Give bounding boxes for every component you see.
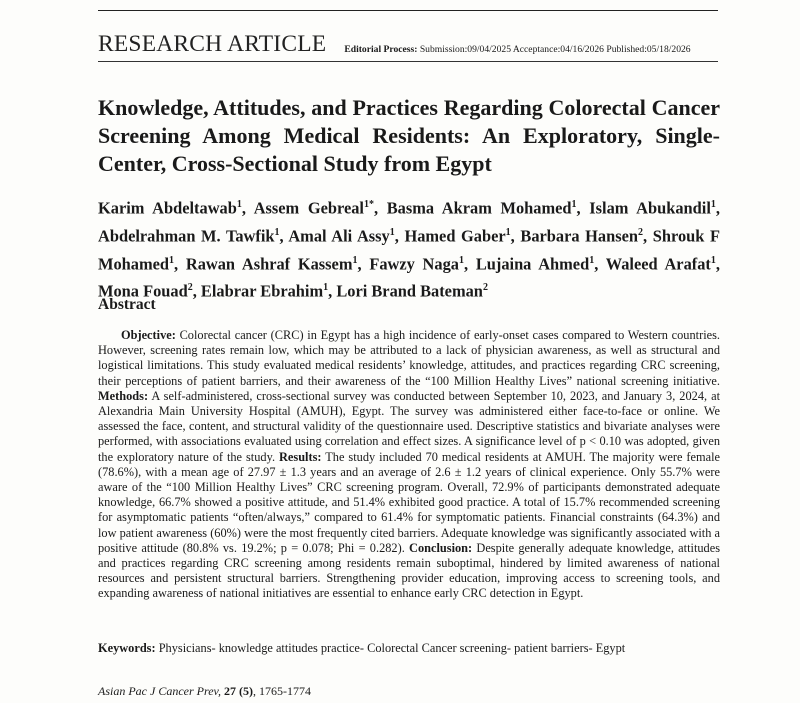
citation-footer	[98, 684, 311, 699]
author-name: Basma Akram Mohamed	[386, 198, 572, 218]
abstract-heading: Abstract	[98, 296, 156, 313]
abstract-body	[98, 328, 720, 602]
author-name: Hamed Gaber	[404, 226, 506, 246]
author-affiliation: 1	[389, 226, 395, 238]
author-name: Mona Fouad	[98, 281, 188, 301]
author-name: Lujaina Ahmed	[475, 254, 590, 273]
keywords-label: Keywords:	[98, 641, 156, 655]
author-name: Elabrar Ebrahim	[200, 281, 324, 301]
results-text: The study included 70 medical residents at AMUH. The majority were female (78.6%), with a mean age of 27.97 ± 1.3 years and an average of 2.6 ± 1.2 years of clinical experience. Only 55.7% were aware of the “100 Million Healthy Lives” CRC screening program. Overall, 72.9% of participants demonstrated adequate knowledge, 66.7% showed a positive attitude, and 51.4% exhibited good practice. A total of 15.7% recommended screening for asymptomatic patients “often/always,” compared to 61.4% for symptomatic patients. Financial constraints (64.3%) and low patient awareness (60%) were the most frequently cited barriers. Adequate knowledge was significantly associated with a positive attitude (80.8% vs. 19.2%; p = 0.078; Phi = 0.282).	[98, 449, 720, 555]
author-name: Waleed Arafat	[605, 254, 711, 273]
author-affiliation: 1	[352, 254, 358, 266]
author-affiliation: 1	[323, 282, 329, 294]
author-name: Islam Abukandil	[589, 198, 711, 218]
author-affiliation: 1	[571, 199, 577, 210]
pages: , 1765-1774	[252, 684, 311, 698]
author-name: Abdelrahman M. Tawfik	[98, 226, 275, 246]
editorial-dates: Submission:09/04/2025 Acceptance:04/16/2026 Published:05/18/2026	[419, 43, 691, 55]
header-rule	[98, 61, 718, 62]
issue: (5)	[238, 684, 253, 698]
author-name: Amal Ali Assy	[288, 226, 390, 246]
editorial-label: Editorial Process:	[344, 43, 418, 55]
author-affiliation: 1	[236, 199, 242, 210]
keywords-text: Physicians- knowledge attitudes practice- Colorectal Cancer screening- patient barriers- Egypt	[155, 641, 626, 655]
article-type: RESEARCH ARTICLE	[98, 31, 327, 57]
author-name: Shrouk F Mohamed	[98, 226, 720, 273]
results-label: Results:	[279, 449, 322, 464]
objective-text: Colorectal cancer (CRC) in Egypt has a high incidence of early-onset cases compared to Western countries. However, screening rates remain low, which may be attributed to a lack of physician awareness, as well as structural and logistical limitations. This study evaluated medical residents’ knowledge, attitudes, and practices regarding CRC screening, their perceptions of patient barriers, and their awareness of the “100 Million Healthy Lives” national screening initiative.	[98, 328, 720, 388]
author-affiliation: 2	[482, 282, 488, 294]
top-rule	[98, 10, 718, 11]
author-name: Lori Brand Bateman	[336, 281, 483, 301]
author-affiliation: 1	[458, 254, 464, 266]
conclusion-label: Conclusion:	[409, 540, 473, 555]
author-affiliation: 1	[274, 226, 280, 238]
author-name: Rawan Ashraf Kassem	[185, 254, 353, 273]
author-affiliation: 2	[638, 226, 644, 238]
author-name: Karim Abdeltawab	[98, 198, 237, 218]
author-name: Fawzy Naga	[369, 254, 459, 273]
article-header	[98, 33, 718, 57]
author-name: Assem Gebreal	[253, 198, 364, 218]
author-list: Karim Abdeltawab$^1$, Assem Gebreal$^{1*}$, Basma Akram Mohamed$^1$, Islam Abukandil$^1$, Abdelrahman M. Tawfik$^1$, Amal Ali Assy$^1$, Hamed Gaber$^1$, Barbara Hansen$^2$, Shrouk F Mohamed$^1$, Rawan Ashraf Kassem$^1$, Fawzy Naga$^1$, Lujaina Ahmed$^1$, Waleed Arafat$^1$, Mona Fouad$^2$, Elabrar Ebrahim$^1$, Lori Brand Bateman$^2$	[98, 198, 720, 301]
author-affiliation: 1	[589, 254, 595, 266]
objective-label: Objective:	[121, 328, 176, 342]
methods-text: A self-administered, cross-sectional survey was conducted between September 10, 2023, and January 3, 2024, at Alexandria Main University Hospital (AMUH), Egypt. The survey was administered either face-to-face or online. We assessed the face, content, and structural validity of the questionnaire used. Descriptive statistics and bivariate analyses were performed, with associations evaluated using correlation and effect sizes. A significance level of p < 0.10 was adopted, given the exploratory nature of the study.	[98, 388, 720, 464]
conclusion-text: Despite generally adequate knowledge, attitudes and practices regarding CRC screening among residents remain suboptimal, hindered by limited awareness of national resources and persistent structural barriers. Strengthening provider education, improving access to screening tools, and expanding awareness of national initiatives are essential to enhance early CRC detection in Egypt.	[98, 540, 720, 601]
author-affiliation: 1	[710, 199, 716, 210]
article-title: Knowledge, Attitudes, and Practices Regarding Colorectal Cancer Screening Among Medical Residents: An Exploratory, Single-Center, Cross-Sectional Study from Egypt	[98, 95, 720, 176]
journal-name: Asian Pac J Cancer Prev,	[98, 684, 221, 698]
author-affiliation: 1	[169, 254, 175, 266]
keywords	[98, 641, 720, 656]
author-affiliation: 1*	[363, 199, 374, 210]
volume: 27	[223, 684, 236, 698]
author-affiliation: 1	[710, 254, 716, 266]
editorial-process	[344, 44, 690, 57]
author-affiliation: 1	[505, 226, 511, 238]
author-name: Barbara Hansen	[520, 226, 639, 246]
methods-label: Methods:	[98, 388, 149, 403]
author-affiliation: 2	[187, 282, 193, 294]
